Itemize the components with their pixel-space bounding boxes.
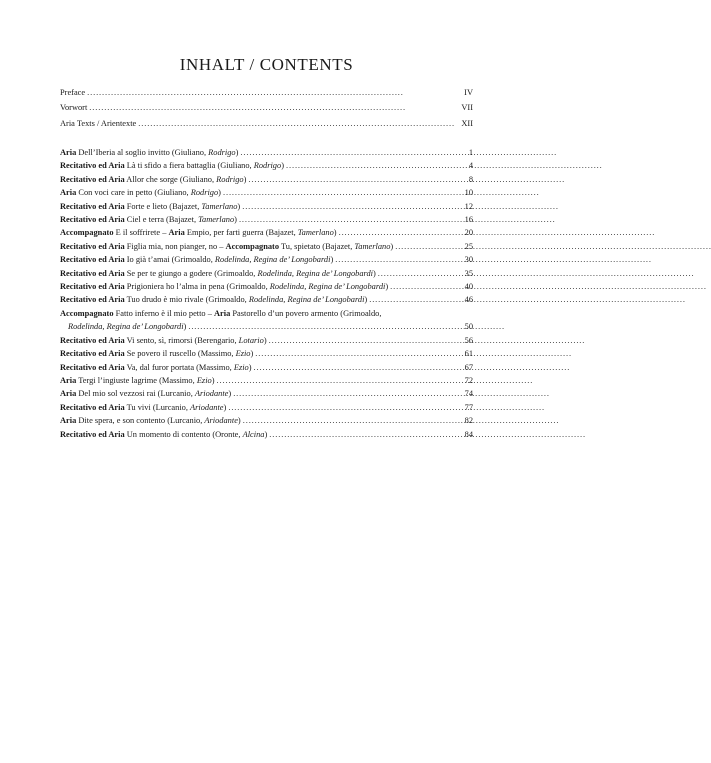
entry-text: ) — [223, 402, 227, 412]
entry-type: Recitativo ed Aria — [60, 335, 125, 345]
entry-text: Se per te giungo a godere (Grimoaldo, — [124, 268, 258, 278]
role-opera: Rodrigo — [216, 174, 244, 184]
page-number: IV — [464, 88, 473, 97]
entry-title: Preface — [60, 88, 86, 97]
toc-row[interactable] — [60, 387, 473, 400]
toc-row[interactable] — [60, 414, 473, 427]
page-number: 1 — [468, 148, 473, 157]
role-opera: Ariodante — [194, 389, 229, 399]
entry-title — [60, 186, 221, 199]
entry-title — [60, 173, 246, 186]
dot-leader — [339, 226, 458, 239]
entry-text: Empio, per farti guerra (Bajazet, — [184, 228, 298, 238]
entry-type: Recitativo ed Aria — [60, 295, 125, 305]
dot-leader — [286, 159, 458, 172]
entry-text: Tu vivi (Lurcanio, — [124, 402, 191, 412]
role-opera: Tamerlano — [198, 215, 235, 225]
entry-type: Recitativo ed Aria — [60, 161, 125, 171]
entry-type: Recitativo ed Aria — [60, 349, 125, 359]
entry-text: ) — [264, 429, 268, 439]
role-opera: Rodelinda, Regina de’ Longobardi — [68, 322, 184, 332]
toc-row[interactable] — [60, 374, 473, 387]
entry-type: Aria — [168, 228, 185, 238]
entry-text: Ciel e terra (Bajazet, — [124, 215, 199, 225]
entry-title — [60, 361, 252, 374]
toc-row[interactable] — [60, 240, 473, 253]
page-number: 61 — [464, 349, 473, 359]
role-opera: Ezio — [235, 349, 251, 359]
dot-leader — [217, 374, 459, 387]
entry-title — [60, 401, 226, 414]
entry-text: ) — [248, 362, 252, 372]
page-title: INHALT / CONTENTS — [179, 55, 354, 74]
role-opera: Tamerlano — [354, 241, 391, 251]
role-opera: Ariodante — [204, 416, 238, 426]
front-matter-list — [60, 85, 473, 131]
entry-title — [60, 213, 237, 226]
page-number: 67 — [464, 362, 473, 372]
entry-title — [60, 200, 240, 213]
entry-type: Recitativo ed Aria — [60, 282, 125, 292]
entry-text: Dite spera, e son contento (Lurcanio, — [76, 416, 205, 426]
entry-text: Forte e lieto (Bajazet, — [124, 201, 202, 211]
entry-type: Aria — [60, 375, 77, 385]
dot-leader — [228, 401, 458, 414]
toc-row[interactable] — [60, 159, 473, 172]
dot-leader — [242, 200, 458, 213]
entry-title — [60, 280, 388, 293]
entry-text: ) — [333, 228, 337, 238]
page-number: 30 — [464, 255, 473, 265]
dot-leader — [87, 85, 458, 100]
entry-type: Recitativo ed Aria — [60, 255, 125, 265]
entry-text: ) — [390, 241, 394, 251]
page-number: 82 — [464, 416, 473, 426]
role-opera: Tamerlano — [297, 228, 334, 238]
page-number: 56 — [464, 335, 473, 345]
dot-leader — [223, 186, 458, 199]
role-opera: Rodrigo — [253, 161, 282, 171]
entry-type: Recitativo ed Aria — [60, 268, 125, 278]
dot-leader — [390, 280, 458, 293]
dot-leader — [395, 240, 458, 253]
role-opera: Ezio — [196, 375, 212, 385]
entry-type: Aria — [60, 188, 77, 198]
entry-title — [60, 374, 215, 387]
dot-leader — [89, 100, 458, 115]
dot-leader — [254, 361, 458, 374]
aria-contents-list — [60, 146, 473, 441]
toc-row — [60, 320, 473, 333]
dot-leader — [243, 414, 458, 427]
dot-leader — [269, 334, 458, 347]
role-opera: Alcina — [242, 429, 265, 439]
role-opera: Ariodante — [190, 402, 224, 412]
entry-text: Prigioniera ho l’alma in pena (Grimoaldo, — [124, 282, 270, 292]
entry-text: Figlia mia, non pianger, no – — [124, 241, 226, 251]
entry-title — [60, 414, 241, 427]
role-opera: Rodelinda, Regina de’ Longobardi — [269, 282, 386, 292]
toc-row[interactable] — [60, 253, 473, 266]
entry-title: Vorwort — [60, 103, 88, 113]
dot-leader — [188, 320, 458, 333]
entry-text: ) — [237, 201, 241, 211]
entry-title — [60, 387, 231, 400]
entry-type: Accompagnato — [225, 241, 280, 251]
entry-title — [60, 428, 267, 441]
role-opera: Rodelinda, Regina de’ Longobardi — [257, 268, 373, 278]
entry-type: Aria — [60, 389, 77, 399]
entry-text: Fatto inferno è il mio petto – — [113, 308, 214, 318]
toc-row[interactable] — [60, 146, 473, 159]
entry-title — [60, 240, 393, 253]
entry-text: ) — [237, 416, 241, 426]
entry-text: ) — [263, 335, 267, 345]
entry-text: Tuo drudo è mio rivale (Grimoaldo, — [124, 295, 249, 305]
toc-entry-two-line[interactable] — [60, 307, 473, 334]
entry-title — [60, 334, 267, 347]
dot-leader — [378, 267, 458, 280]
dot-leader — [138, 116, 458, 131]
role-opera: Lotario — [238, 335, 264, 345]
toc-row[interactable] — [60, 85, 473, 100]
entry-text: Del mio sol vezzosi rai (Lurcanio, — [76, 389, 195, 399]
entry-type: Recitativo ed Aria — [60, 215, 125, 225]
page-number: 84 — [464, 429, 473, 439]
toc-row[interactable] — [60, 361, 473, 374]
page-number: 16 — [464, 215, 473, 225]
entry-text: Dell’Iberia al soglio invitto (Giuliano, — [76, 148, 209, 157]
toc-row[interactable] — [60, 293, 473, 306]
page-number: 46 — [464, 295, 473, 305]
entry-type: Recitativo ed Aria — [60, 241, 125, 251]
page-number: 20 — [464, 228, 473, 238]
dot-leader — [233, 387, 458, 400]
entry-title — [60, 146, 238, 159]
page-number: 4 — [468, 161, 473, 171]
entry-text: Là ti sfido a fiera battaglia (Giuliano, — [124, 161, 254, 171]
entry-text: ) — [250, 349, 254, 359]
entry-type: Recitativo ed Aria — [60, 174, 125, 184]
page-number: 72 — [464, 375, 473, 385]
entry-text: ) — [183, 322, 187, 332]
dot-leader — [335, 253, 458, 266]
entry-type: Recitativo ed Aria — [60, 362, 125, 372]
toc-row[interactable] — [60, 173, 473, 186]
role-opera: Ezio — [233, 362, 249, 372]
entry-type: Accompagnato — [60, 228, 114, 238]
entry-text: Se povero il ruscello (Massimo, — [124, 349, 236, 359]
entry-title — [60, 159, 284, 172]
entry-text: Un momento di contento (Oronte, — [124, 429, 243, 439]
entry-text: Con voci care in petto (Giuliano, — [76, 188, 191, 198]
toc-row[interactable] — [60, 100, 473, 115]
entry-text: ) — [364, 295, 368, 305]
entry-title — [60, 347, 253, 360]
toc-row[interactable] — [60, 401, 473, 414]
role-opera: Rodrigo — [208, 148, 236, 157]
toc-row[interactable] — [60, 280, 473, 293]
toc-row[interactable] — [60, 186, 473, 199]
role-opera: Rodrigo — [190, 188, 219, 198]
page-number: XII — [461, 118, 473, 128]
entry-text: E il soffrirete – — [113, 228, 169, 238]
toc-row[interactable] — [60, 428, 473, 441]
entry-type: Recitativo ed Aria — [60, 201, 125, 211]
entry-text: Tu, spietato (Bajazet, — [279, 241, 355, 251]
entry-text: Allor che sorge (Giuliano, — [124, 174, 217, 184]
entry-text: ) — [235, 148, 239, 157]
entry-title — [60, 293, 367, 306]
entry-title — [60, 253, 333, 266]
toc-row[interactable] — [60, 116, 473, 131]
entry-text: Tergi l’ingiuste lagrime (Massimo, — [76, 375, 197, 385]
dot-leader — [255, 347, 458, 360]
page-number: VII — [461, 103, 473, 113]
dot-leader — [369, 293, 458, 306]
entry-line-2 — [60, 320, 186, 333]
entry-text: ) — [330, 255, 334, 265]
entry-text: ) — [385, 282, 389, 292]
page-number: 35 — [464, 268, 473, 278]
entry-text: ) — [243, 174, 247, 184]
dot-leader — [239, 213, 458, 226]
toc-row[interactable] — [60, 267, 473, 280]
page-number: 50 — [464, 322, 473, 332]
page-number: 8 — [468, 174, 473, 184]
entry-text: ) — [373, 268, 376, 278]
entry-text: ) — [281, 161, 284, 171]
dot-leader — [248, 173, 458, 186]
role-opera: Rodelinda, Regina de’ Longobardi — [248, 295, 365, 305]
entry-title — [60, 267, 376, 280]
entry-text: ) — [218, 188, 221, 198]
entry-type: Recitativo ed Aria — [60, 402, 125, 412]
toc-row[interactable] — [60, 213, 473, 226]
entry-type: Accompagnato — [60, 308, 114, 318]
page-number: 74 — [464, 389, 473, 399]
entry-type: Aria — [214, 308, 231, 318]
toc-row[interactable] — [60, 334, 473, 347]
entry-type: Aria — [60, 148, 77, 157]
entry-text: ) — [234, 215, 237, 225]
entry-title: Aria Texts / Arientexte — [60, 118, 137, 128]
entry-line-1 — [60, 307, 473, 320]
toc-row[interactable] — [60, 226, 473, 239]
entry-text: ) — [211, 375, 215, 385]
entry-type: Recitativo ed Aria — [60, 429, 125, 439]
entry-text: Pastorello d’un povero armento (Grimoaldo, — [230, 308, 382, 318]
page-number: 25 — [464, 241, 473, 251]
entry-text: Vi sento, sì, rimorsi (Berengario, — [124, 335, 239, 345]
dot-leader — [269, 428, 458, 441]
role-opera: Tamerlano — [201, 201, 238, 211]
toc-row[interactable] — [60, 200, 473, 213]
entry-text: ) — [228, 389, 232, 399]
dot-leader — [240, 146, 458, 159]
page-number: 12 — [464, 201, 473, 211]
page-number: 77 — [464, 402, 473, 412]
entry-title — [60, 226, 337, 239]
role-opera: Rodelinda, Regina de’ Longobardi — [214, 255, 331, 265]
entry-text: Io già t’amai (Grimoaldo, — [124, 255, 215, 265]
page-number: 10 — [464, 188, 473, 198]
toc-row[interactable] — [60, 347, 473, 360]
entry-type: Aria — [60, 416, 77, 426]
entry-text: Va, dal furor portata (Massimo, — [124, 362, 234, 372]
page-number: 40 — [464, 282, 473, 292]
